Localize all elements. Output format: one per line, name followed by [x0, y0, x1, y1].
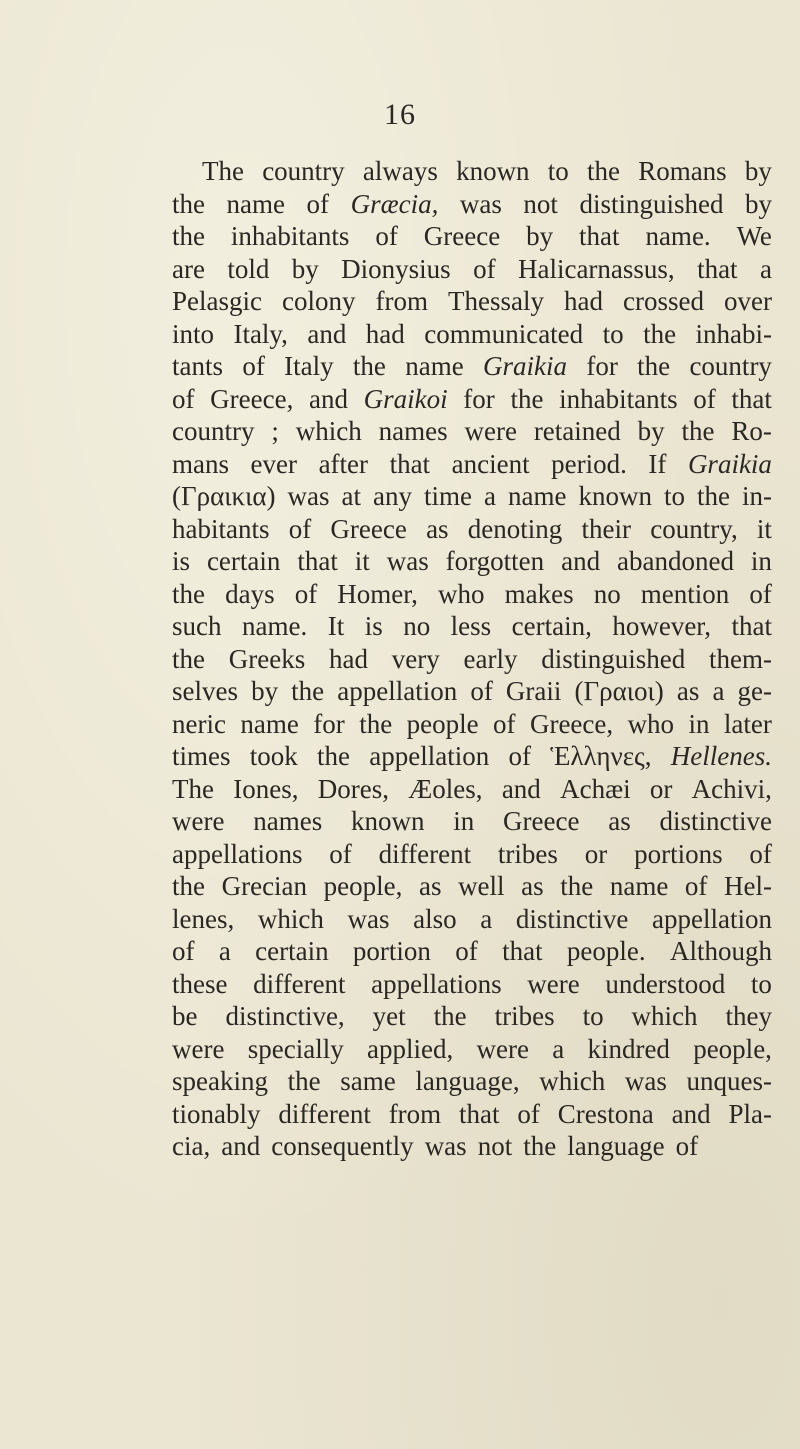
- text-line: the days of Homer, who makes no mention of: [172, 578, 772, 609]
- text-line: speaking the same language, which was unques-: [172, 1066, 772, 1096]
- text-line: be distinctive, yet the tribes to which they: [172, 1001, 772, 1031]
- text-line: of a certain portion of that people. Although: [172, 936, 772, 966]
- text-line: were specially applied, were a kindred people,: [172, 1033, 772, 1064]
- text-line: tants of Italy the name Graikia for the country: [172, 351, 772, 381]
- text-line: these different appellations were understood to: [172, 968, 772, 999]
- text-line: such name. It is no less certain, however, that: [172, 611, 772, 641]
- text-line: the Greeks had very early distinguished them-: [172, 643, 772, 674]
- text-line: of Greece, and Graikoi for the inhabitants of that: [172, 383, 772, 414]
- margin-smudge: [36, 683, 54, 697]
- text-line: (Γραικια) was at any time a name known to the in-: [172, 481, 772, 511]
- text-line: lenes, which was also a distinctive appellation: [172, 903, 772, 934]
- text-line: habitants of Greece as denoting their country, it: [172, 513, 772, 544]
- text-line: are told by Dionysius of Halicarnassus, that a: [172, 253, 772, 284]
- text-line: into Italy, and had communicated to the inhabi-: [172, 318, 772, 349]
- text-line: times took the appellation of Ἑλληνες, Hellenes.: [172, 741, 772, 771]
- text-line: cia, and consequently was not the language of: [172, 1131, 699, 1161]
- text-line: appellations of different tribes or portions of: [172, 838, 772, 869]
- text-line: selves by the appellation of Graii (Γραιοι) as a ge-: [172, 676, 772, 706]
- text-line: tionably different from that of Crestona and Pla-: [172, 1098, 772, 1129]
- text-line: Pelasgic colony from Thessaly had crossed over: [172, 286, 772, 316]
- text-line: The country always known to the Romans by: [202, 156, 772, 186]
- text-line: The Iones, Dores, Æoles, and Achæi or Achivi,: [172, 773, 772, 804]
- page-number: 16: [384, 98, 416, 131]
- text-line: country ; which names were retained by the Ro-: [172, 416, 772, 446]
- body-text: [172, 155, 772, 1163]
- text-line: mans ever after that ancient period. If Graikia: [172, 448, 772, 479]
- text-line: the Grecian people, as well as the name of Hel-: [172, 871, 772, 901]
- text-line: were names known in Greece as distinctive: [172, 806, 772, 836]
- text-line: neric name for the people of Greece, who in later: [172, 708, 772, 739]
- text-line: is certain that it was forgotten and abandoned in: [172, 546, 772, 576]
- text-line: the inhabitants of Greece by that name. We: [172, 221, 772, 251]
- text-line: the name of Græcia, was not distinguished by: [172, 188, 772, 219]
